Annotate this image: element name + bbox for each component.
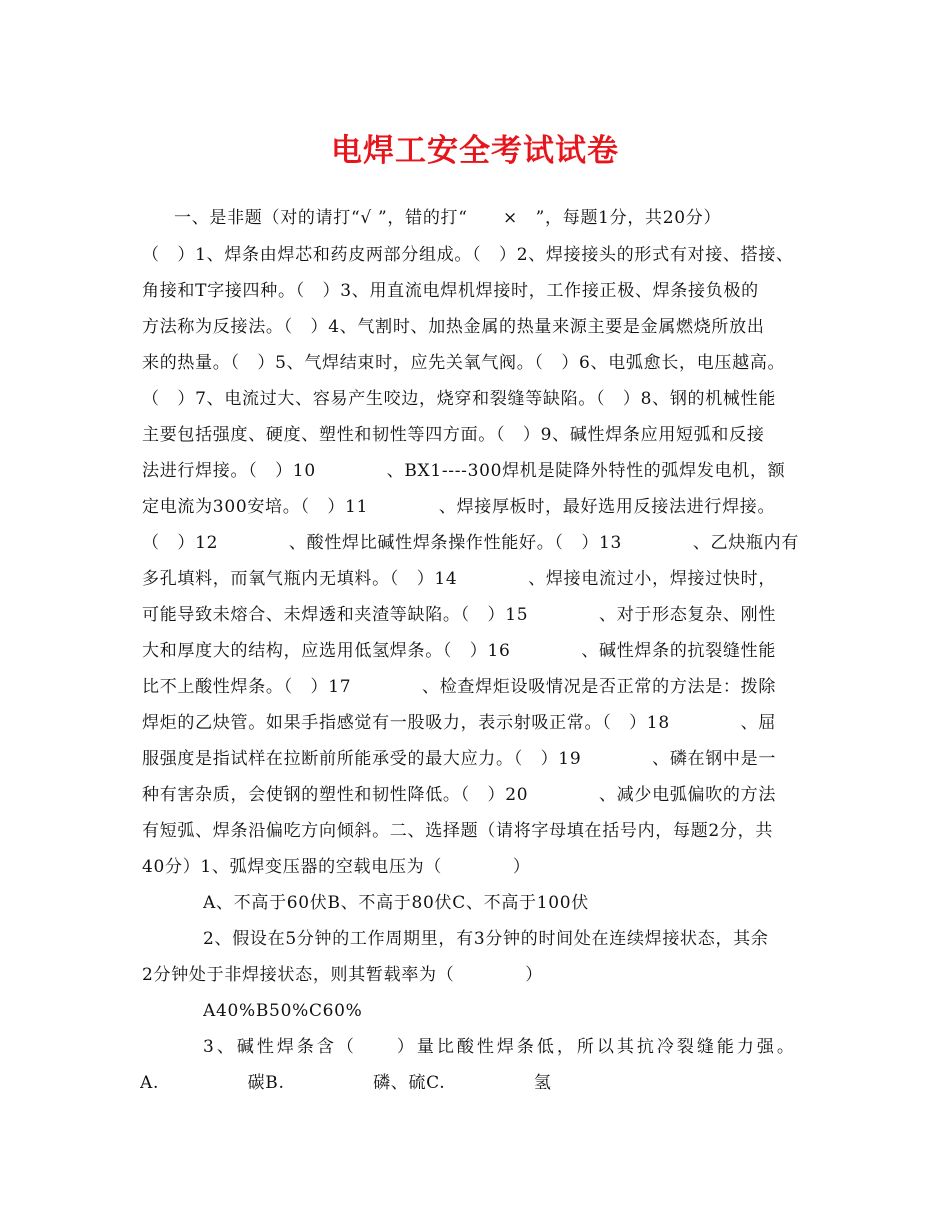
- text-line: （ ）7、电流过大、容易产生咬边，烧穿和裂缝等缺陷。（ ）8、钢的机械性能: [142, 389, 777, 409]
- text-line: 法进行焊接。（ ）10 、BX1----300焊机是陡降外特性的弧焊发电机，额: [142, 461, 786, 481]
- text-line: 来的热量。（ ）5、气焊结束时，应先关氧气阀。（ ）6、电弧愈长，电压越高。: [142, 353, 786, 373]
- text-line: 角接和T字接四种。（ ）3、用直流电焊机焊接时，工作接正极、焊条接负极的: [142, 281, 759, 301]
- choice-options: A、不高于60伏B、不高于80伏C、不高于100伏: [203, 893, 589, 913]
- text-line: （ ）12 、酸性焊比碱性焊条操作性能好。（ ）13 、乙炔瓶内有: [142, 533, 800, 553]
- text-line: 比不上酸性焊条。（ ）17 、检查焊炬设吸情况是否正常的方法是：拨除: [142, 677, 777, 697]
- question-text: 3、碱性焊条含（ ）量比酸性焊条低，所以其抗冷裂缝能力强。: [203, 1037, 797, 1057]
- text-line: 可能导致未熔合、未焊透和夹渣等缺陷。（ ）15 、对于形态复杂、刚性: [142, 605, 777, 625]
- text-line: （ ）1、焊条由焊芯和药皮两部分组成。（ ）2、焊接接头的形式有对接、搭接、: [142, 245, 794, 265]
- text-line: 2分钟处于非焊接状态，则其暂载率为（ ）: [142, 965, 543, 985]
- text-line: 多孔填料，而氧气瓶内无填料。（ ）14 、焊接电流过小，焊接过快时，: [142, 569, 777, 589]
- text-line: 40分）1、弧焊变压器的空载电压为（ ）: [142, 857, 531, 877]
- text-line: 焊炬的乙炔管。如果手指感觉有一股吸力，表示射吸正常。（ ）18 、屈: [142, 713, 777, 733]
- question-text: 2、假设在5分钟的工作周期里，有3分钟的时间处在连续焊接状态，其余: [203, 929, 769, 949]
- text-line: 种有害杂质，会使钢的塑性和韧性降低。（ ）20 、减少电弧偏吹的方法: [142, 785, 777, 805]
- page-title: 电焊工安全考试试卷: [331, 133, 619, 169]
- text-line: 服强度是指试样在拉断前所能承受的最大应力。（ ）19 、磷在钢中是一: [142, 749, 777, 769]
- choice-options: A. 碳B. 磷、硫C. 氢: [140, 1073, 552, 1093]
- text-line: 方法称为反接法。（ ）4、气割时、加热金属的热量来源主要是金属燃烧所放出: [142, 317, 765, 337]
- section-one-heading: 一、是非题（对的请打“√ ”，错的打“ × ”，每题1分，共20分）: [174, 208, 722, 228]
- text-line: 定电流为300安培。（ ）11 、焊接厚板时，最好选用反接法进行焊接。: [142, 497, 776, 517]
- text-line: 有短弧、焊条沿偏吃方向倾斜。二、选择题（请将字母填在括号内，每题2分，共: [142, 821, 774, 841]
- text-line: 主要包括强度、硬度、塑性和韧性等四方面。（ ）9、碱性焊条应用短弧和反接: [142, 425, 765, 445]
- text-line: 大和厚度大的结构，应选用低氢焊条。（ ）16 、碱性焊条的抗裂缝性能: [142, 641, 777, 661]
- choice-options: A40%B50%C60%: [203, 1001, 363, 1021]
